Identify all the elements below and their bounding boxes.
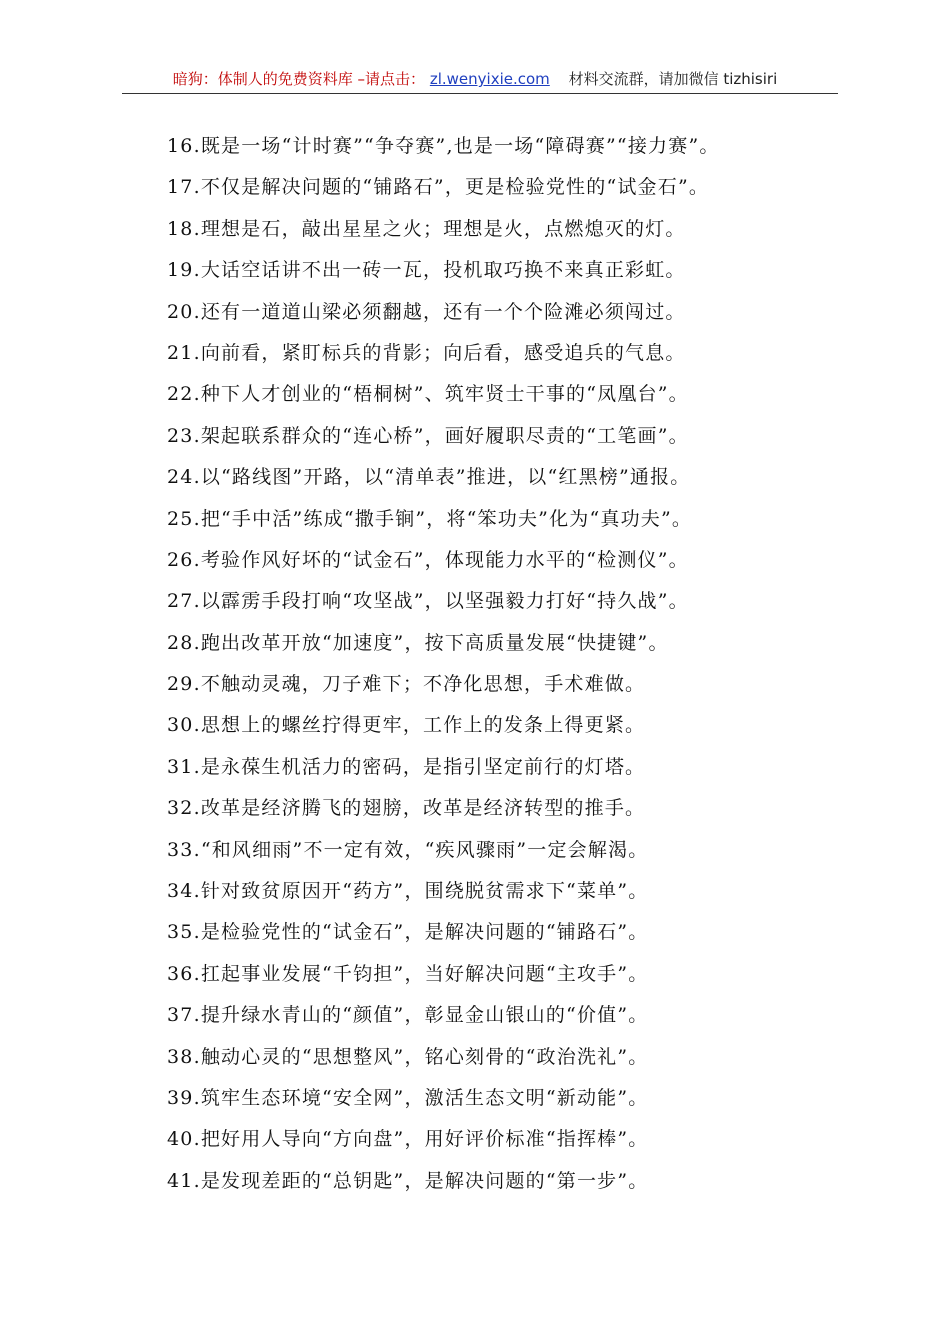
list-item: 36.扛起事业发展“千钧担”，当好解决问题“主攻手”。 [167,962,649,985]
list-item: 21.向前看，紧盯标兵的背影；向后看，感受追兵的气息。 [167,341,686,364]
header-brand: 暗狗：体制人的免费资料库 [172,70,353,88]
list-item: 20.还有一道道山梁必须翻越，还有一个个险滩必须闯过。 [167,300,686,323]
list-item: 30.思想上的螺丝拧得更牢，工作上的发条上得更紧。 [167,714,646,737]
list-item: 26.考验作风好坏的“试金石”，体现能力水平的“检测仪”。 [167,548,689,571]
header-prompt: –请点击： [357,70,426,88]
list-item: 35.是检验党性的“试金石”，是解决问题的“铺路石”。 [167,921,649,944]
list-item: 28.跑出改革开放“加速度”，按下高质量发展“快捷键”。 [167,631,669,654]
list-item: 29.不触动灵魂，刀子难下；不净化思想，手术难做。 [167,673,646,696]
list-item: 37.提升绿水青山的“颜值”，彰显金山银山的“价值”。 [167,1004,649,1027]
header-divider [122,93,838,94]
list-item: 27.以霹雳手段打响“攻坚战”，以坚强毅力打好“持久战”。 [167,590,689,613]
document-body [167,126,867,1202]
list-item: 34.针对致贫原因开“药方”，围绕脱贫需求下“菜单”。 [167,880,649,903]
list-item: 16.既是一场“计时赛”“争夺赛”,也是一场“障碍赛”“接力赛”。 [167,135,720,157]
list-item: 22.种下人才创业的“梧桐树”、筑牢贤士干事的“凤凰台”。 [167,383,689,406]
list-item: 17.不仅是解决问题的“铺路石”，更是检验党性的“试金石”。 [167,176,710,199]
header-contact: 材料交流群，请加微信 tizhisiri [568,70,778,88]
list-item: 41.是发现差距的“总钥匙”，是解决问题的“第一步”。 [167,1169,649,1192]
list-item: 39.筑牢生态环境“安全网”，激活生态文明“新动能”。 [167,1086,649,1109]
list-item: 19.大话空话讲不出一砖一瓦，投机取巧换不来真正彩虹。 [167,259,686,282]
list-item: 32.改革是经济腾飞的翅膀，改革是经济转型的推手。 [167,797,646,820]
header-link[interactable]: zl.wenyixie.com [429,70,550,88]
list-item: 25.把“手中活”练成“撒手锏”，将“笨功夫”化为“真功夫”。 [167,507,693,530]
list-item: 40.把好用人导向“方向盘”，用好评价标准“指挥棒”。 [167,1128,649,1151]
page-header [0,68,950,90]
list-item: 33.“和风细雨”不一定有效，“疾风骤雨”一定会解渴。 [167,838,649,861]
list-item: 31.是永葆生机活力的密码，是指引坚定前行的灯塔。 [167,755,646,778]
list-item: 38.触动心灵的“思想整风”，铭心刻骨的“政治洗礼”。 [167,1045,649,1068]
list-item: 18.理想是石，敲出星星之火；理想是火，点燃熄灭的灯。 [167,217,686,240]
list-item: 23.架起联系群众的“连心桥”，画好履职尽责的“工笔画”。 [167,424,689,447]
list-item: 24.以“路线图”开路，以“清单表”推进，以“红黑榜”通报。 [167,466,691,489]
